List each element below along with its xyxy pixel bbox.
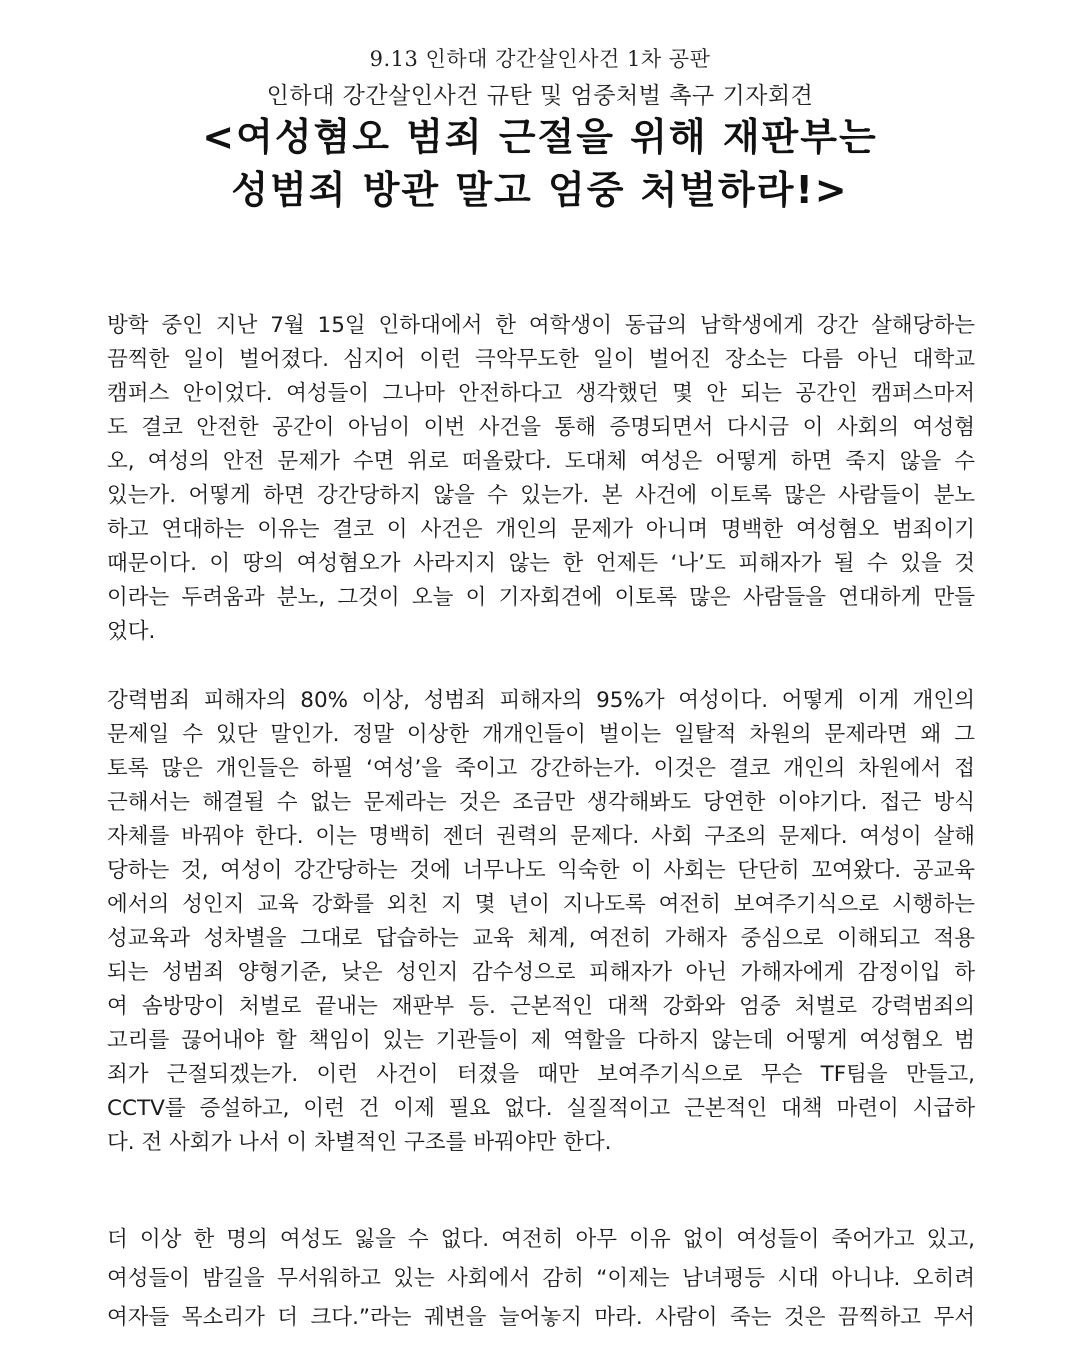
paragraph-line: 여 솜방망이 처벌로 끝내는 재판부 등. 근본적인 대책 강화와 엄중 처벌로 강력범죄의	[107, 994, 975, 1019]
paragraph-line: 성교육과 성차별을 그대로 답습하는 교육 체계, 여전히 가해자 중심으로 이해되고 적용	[107, 926, 975, 951]
paragraph-line: 끔찍한 일이 벌어졌다. 심지어 이런 극악무도한 일이 벌어진 장소는 다름 아닌 대학교	[107, 347, 975, 372]
paragraph-line: 이라는 두려움과 분노, 그것이 오늘 이 기자회견에 이토록 많은 사람들을 연대하게 만들	[107, 585, 975, 610]
paragraph-line: 당하는 것, 여성이 강간당하는 것에 너무나도 익숙한 이 사회는 단단히 꼬여왔다. 공교육	[107, 858, 975, 883]
paragraph-line: 고리를 끊어내야 할 책임이 있는 기관들이 제 역할을 다하지 않는데 어떻게 여성혐오 범	[107, 1028, 975, 1053]
paragraph-line: 에서의 성인지 교육 강화를 외친 지 몇 년이 지나도록 여전히 보여주기식으로 시행하는	[107, 892, 975, 917]
paragraph-line: 근해서는 해결될 수 없는 문제라는 것은 조금만 생각해봐도 당연한 이야기다. 접근 방식	[107, 790, 975, 815]
paragraph-line: 여자들 목소리가 더 크다.”라는 궤변을 늘어놓지 마라. 사람이 죽는 것은 끔찍하고 무서	[107, 1305, 975, 1330]
paragraph-line: 도 결코 안전한 공간이 아님이 이번 사건을 통해 증명되면서 다시금 이 사회의 여성혐	[107, 415, 975, 440]
paragraph-line: CCTV를 증설하고, 이런 건 이제 필요 없다. 실질적이고 근본적인 대책 마련이 시급하	[107, 1096, 975, 1121]
paragraph-line: 있는가. 어떻게 하면 강간당하지 않을 수 있는가. 본 사건에 이토록 많은 사람들이 분노	[107, 483, 975, 508]
main-title-line-2: 성범죄 방관 말고 엄중 처벌하라!>	[231, 168, 849, 212]
paragraph-line: 문제일 수 있단 말인가. 정말 이상한 개개인들이 벌이는 일탈적 차원의 문제라면 왜 그	[107, 722, 975, 747]
paragraph-line: 하고 연대하는 이유는 결코 이 사건은 개인의 문제가 아니며 명백한 여성혐오 범죄이기	[107, 517, 975, 542]
paragraph-line: 되는 성범죄 양형기준, 낮은 성인지 감수성으로 피해자가 아닌 가해자에게 감정이입 하	[107, 960, 975, 985]
paragraph-line: 캠퍼스 안이었다. 여성들이 그나마 안전하다고 생각했던 몇 안 되는 공간인 캠퍼스마저	[107, 381, 975, 406]
paragraph-line: 토록 많은 개인들은 하필 ‘여성’을 죽이고 강간하는가. 이것은 결코 개인의 차원에서 접	[107, 756, 975, 781]
paragraph-line: 다. 전 사회가 나서 이 차별적인 구조를 바꿔야만 한다.	[107, 1130, 612, 1155]
paragraph-line: 자체를 바꿔야 한다. 이는 명백히 젠더 권력의 문제다. 사회 구조의 문제다. 여성이 살해	[107, 824, 975, 849]
press-conference-subtitle: 인하대 강간살인사건 규탄 및 엄중처벌 촉구 기자회견	[266, 83, 814, 109]
paragraph-line: 더 이상 한 명의 여성도 잃을 수 없다. 여전히 아무 이유 없이 여성들이 죽어가고 있고,	[107, 1227, 975, 1252]
paragraph-line: 강력범죄 피해자의 80% 이상, 성범죄 피해자의 95%가 여성이다. 어떻게 이게 개인의	[107, 688, 975, 713]
paragraph-line: 오, 여성의 안전 문제가 수면 위로 떠올랐다. 도대체 여성은 어떻게 하면 죽지 않을 수	[107, 449, 975, 474]
paragraph-line: 방학 중인 지난 7월 15일 인하대에서 한 여학생이 동급의 남학생에게 강간 살해당하는	[107, 313, 975, 338]
paragraph-line: 때문이다. 이 땅의 여성혐오가 사라지지 않는 한 언제든 ‘나’도 피해자가 될 수 있을 것	[107, 551, 975, 576]
paragraph-line: 죄가 근절되겠는가. 이런 사건이 터졌을 때만 보여주기식으로 무슨 TF팀을 만들고,	[107, 1062, 975, 1087]
paragraph-line: 었다.	[107, 619, 156, 644]
main-title-line-1: <여성혐오 범죄 근절을 위해 재판부는	[202, 115, 878, 159]
paragraph-line: 여성들이 밤길을 무서워하고 있는 사회에서 감히 “이제는 남녀평등 시대 아니냐. 오히려	[107, 1266, 975, 1291]
event-subtitle: 9.13 인하대 강간살인사건 1차 공판	[369, 47, 711, 71]
